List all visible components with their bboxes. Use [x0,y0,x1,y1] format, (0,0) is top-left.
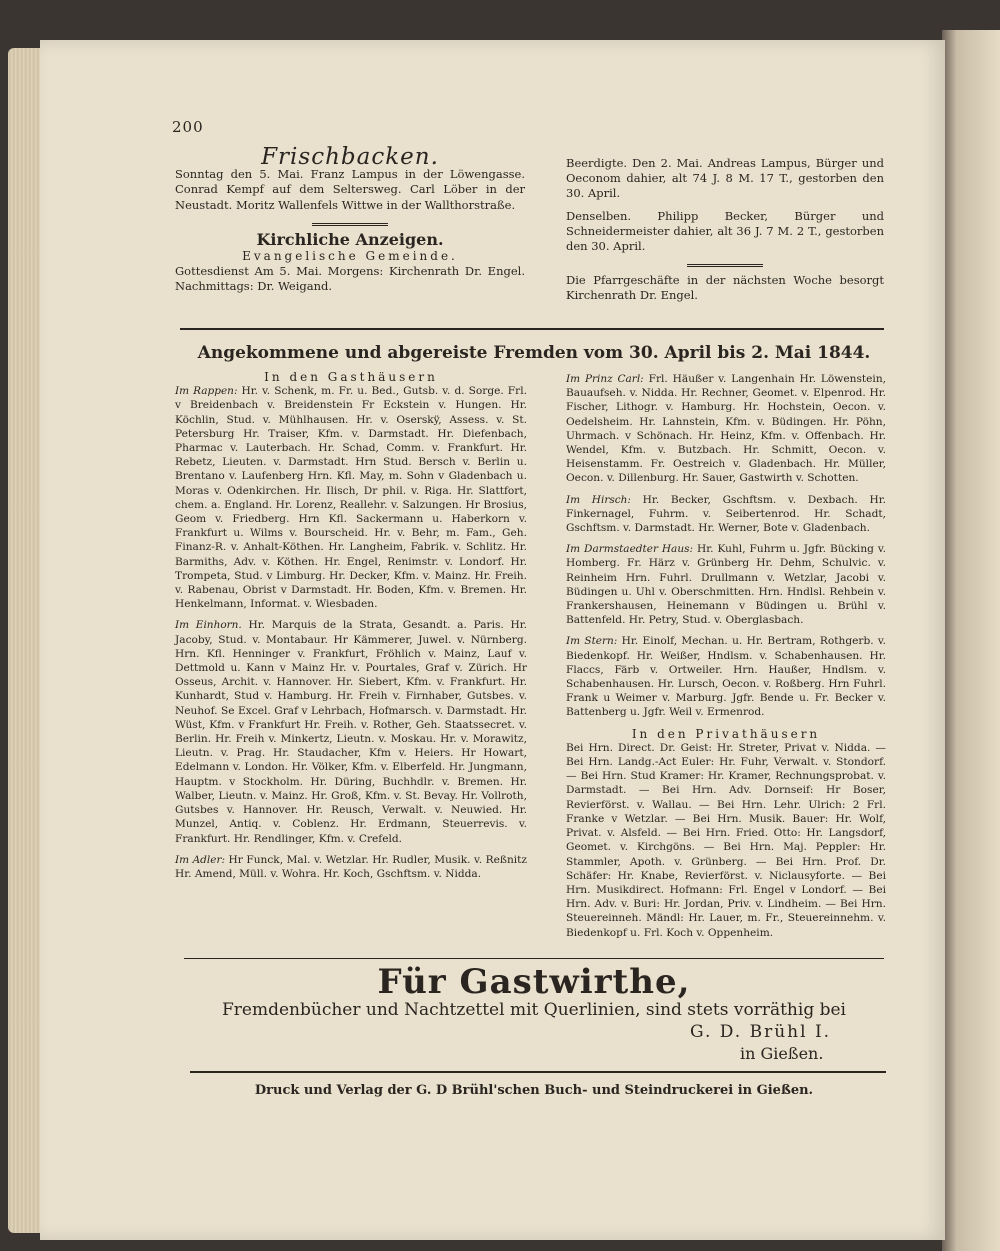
advert-title: Für Gastwirthe, [377,962,691,1002]
pfarrgeschaefte-note: Die Pfarrgeschäfte in der nächsten Woche besorgt Kirchenrath Dr. Engel. [566,273,884,303]
rappen-place: Im Rappen: [175,385,238,398]
einhorn-place: Im Einhorn. [175,619,242,632]
stern-text: Hr. Einolf, Mechan. u. Hr. Bertram, Rothgerb. v. Biedenkopf. Hr. Weißer, Hndlsm. v. Schabenhausen. Hr. Flaccs, Färb v. Ortweiler. Hrn. Haußer, Hndlsm. v. Schabenhausen. Hr. Lursch, Oecon. v. Roßberg. Hrn Fuhrl. Frank u Weimer v. Marburg. Jgfr. Bende u. Fr. Becker v. Battenberg u. Jgfr. Weil v. Ermenrod. [566,635,887,719]
beerdigte-entry: Beerdigte. Den 2. Mai. Andreas Lampus, Bürger und Oeconom dahier, alt 74 J. 8 M. 17 T., gestorben den 30. April. [566,156,884,201]
advert-signature-name: G. D. Brühl I. [690,1022,832,1042]
rappen-text: Hr. v. Schenk, m. Fr. u. Bed., Gutsb. v. d. Sorge. Frl. v Breidenbach v. Breidenstein Fr Eckstein v. Hungen. Hr. Köchlin, Stud. v. Mühlhausen. Hr. v. Oserskÿ, Assess. v. St. Petersburg Hr. Traiser, Kfm. v. Darmstadt. Hr. Diefenbach, Pharmac v. Lauterbach. Hr. Schad, Comm. v. Frankfurt. Hr. Rebetz, Lieuten. v. Darmstadt. Hrn Stud. Bersch v. Berlin u. Brentano v. Laufenberg Hrn. Kfl. May, m. Sohn v Gladenbach u. Moras v. Odenkirchen. Hr. Ilisch, Dr phil. v. Riga. Hr. Slattfort, chem. a. England. Hr. Lorenz, Reallehr. v. Salzungen. Hr Brosius, Geom v. Friedberg. Hrn Kfl. Sackermann u. Haberkorn v. Frankfurt u. Wilms v. Bourscheid. Hr. v. Behr, m. Fam., Geh. Finanz-R. v. Anhalt-Köthen. Hr. Langheim, Fabrik. v. Schlitz. Hr. Barmiths, Adv. v. Köthen. Hr. Engel, Renimstr. v. Londorf. Hr. Trompeta, Stud. v Limburg. Hr. Decker, Kfm. v. Mainz. Hr. Freih. v. Rabenau, Obrist v Darmstadt. Hr. Boden, Kfm. v. Bremen. Hr. Henkelmann, Informat. v. Wiesbaden. [175,385,527,611]
prinz-carl-place: Im Prinz Carl: [566,373,644,385]
prinz-carl-text: Frl. Häußer v. Langenhain Hr. Löwenstein, Bauaufseh. v. Nidda. Hr. Rechner, Geomet. v. Elpenrod. Hr. Fischer, Lithogr. v. Hamburg. Hr. Hochstein, Oecon. v. Oedelsheim. Hr. Lahnstein, Kfm. v. Büdingen. Hr. Pöhn, Uhrmach. v Schönach. Hr. Heinz, Kfm. v. Offenbach. Hr. Wendel, Kfm. v. Butzbach. Hr. Schmitt, Oecon. v. Heisenstamm. Fr. Oestreich v. Gladenbach. Hr. Müller, Oecon. v. Dillenburg. Hr. Sauer, Gastwirth v. Schotten. [566,373,887,485]
einhorn-text: Hr. Marquis de la Strata, Gesandt. a. Paris. Hr. Jacoby, Stud. v. Montabaur. Hr Kämmerer, Juwel. v. Nürnberg. Hrn. Kfl. Henninger v. Frankfurt, Fröhlich v. Mainz, Lauf v. Dettmold u. Kann v Mainz Hr. v. Pourtales, Graf v. Zürich. Hr Osseus, Archit. v. Hannover. Hr. Siebert, Kfm. v. Frankfurt. Hr. Kunhardt, Stud v. Hamburg. Hr. Freih v. Firnhaber, Gutsbes. v. Neuhof. Se Excel. Graf v Lehrbach, Hofmarsch. v. Darmstadt. Hr. Wüst, Kfm. v Frankfurt Hr. Freih. v. Rother, Geh. Staatssecret. v. Berlin. Hr. Freih v. Minkertz, Lieutn. v. Moskau. Hr. v. Morawitz, Lieutn. v. Prag. Hr. Staudacher, Kfm v. Heiers. Hr Howart, Edelmann v. London. Hr. Völker, Kfm. v. Elberfeld. Hr. Jungmann, Hauptm. v Stockholm. Hr. Düring, Buchhdlr. v. Bremen. Hr. Walber, Lieutn. v. Mainz. Hr. Groß, Kfm. v. St. Bevay. Hr. Vollroth, Gutsbes v. Hannover. Hr. Reusch, Verwalt. v. Neuwied. Hr. Munzel, Antiq. v. Coblenz. Hr. Erdmann, Steuerrevis. v. Frankfurt. Hr. Rendlinger, Kfm. v. Crefeld. [175,619,528,845]
darmstaedter-haus-text: Hr. Kuhl, Fuhrm u. Jgfr. Bücking v. Homberg. Fr. Härz v. Grünberg Hr. Dehm, Schulvic. v. Reinheim Hrn. Fuhrl. Drullmann v. Wetzlar, Jacobi v. Büdingen u. Uhl v. Oberschmitten. Hrn. Hndlsl. Rehbein v. Frankershausen, Heinemann v Büdingen u. Brühl v. Battenfeld. Hr. Petry, Stud. v. Oberglasbach. [566,543,886,627]
stern-place: Im Stern: [566,635,618,648]
page-number: 200 [172,118,204,136]
fremden-title: Angekommene und abgereiste Fremden vom 30. April bis 2. Mai 1844. [197,343,871,363]
adler-text: Hr Funck, Mal. v. Wetzlar. Hr. Rudler, Musik. v. Reßnitz Hr. Amend, Müll. v. Wohra. Hr. Koch, Gschftsm. v. Nidda. [175,853,527,880]
frischbacken-heading: Frischbacken. [261,144,439,170]
advert-line: Fremdenbücher und Nachtzettel mit Querlinien, sind stets vorräthig bei [222,1000,846,1020]
hirsch-place: Im Hirsch: [566,493,631,506]
right-top-column [566,156,884,304]
evangelische-subheading: Evangelische Gemeinde. [242,249,458,264]
section-divider [312,223,388,226]
denselben-entry: Denselben. Philipp Becker, Bürger und Schneidermeister dahier, alt 36 J. 7 M. 2 T., gestorben den 30. April. [566,208,884,254]
hirsch-text: Hr. Becker, Gschftsm. v. Dexbach. Hr. Finkernagel, Fuhrm. v. Seibertenrod. Hr. Schadt, Gschftsm. v. Darmstadt. Hr. Werner, Bote v. Gladenbach. [566,493,887,535]
privat-text: Bei Hrn. Direct. Dr. Geist: Hr. Streter, Privat v. Nidda. — Bei Hrn. Landg.-Act Euler: Hr. Fuhr, Verwalt. v. Stondorf. — Bei Hrn. Stud Kramer: Hr. Kramer, Rechnungsprobat. v. Darmstadt. — Bei Hrn. Adv. Dornseif: Hr Boser, Revierförst. v. Wallau. — Bei Hrn. Lehr. Ulrich: 2 Frl. Franke v Wetzlar. — Bei Hrn. Musik. Bauer: Hr. Wolf, Privat. v. Alsfeld. — Bei Hrn. Fried. Otto: Hr. Langsdorf, Geomet. v. Kirchgöns. — Bei Hrn. Maj. Peppler: Hr. Stammler, Apoth. v. Grünberg. — Bei Hrn. Prof. Dr. Schäfer: Hr. Knabe, Revierförst. v. Niclausyforte. — Bei Hrn. Musikdirect. Hofmann: Frl. Engel v Londorf. — Bei Hrn. Adv. v. Buri: Hr. Jordan, Priv. v. Lindheim. — Bei Hrn. Steuereinneh. Mändl: Hr. Lauer, m. Fr., Steuereinnehm. v. Biedenkopf u. Frl. Koch v. Oppenheim. [566,741,886,939]
facing-page-edge [942,30,1000,1251]
adler-place: Im Adler: [175,853,226,866]
kirchliche-heading: Kirchliche Anzeigen. [256,229,444,249]
left-top-column [175,144,525,295]
gottesdienst-text: Gottesdienst Am 5. Mai. Morgens: Kirchenrath Dr. Engel. Nachmittags: Dr. Weigand. [175,264,525,294]
right-fremden-column [566,372,886,940]
rule-advert [184,958,884,959]
gasthaeuser-heading: In den Gasthäusern [264,370,438,384]
section-divider [687,264,763,267]
advert-signature-place: in Gießen. [740,1044,824,1063]
rule-footer [190,1071,886,1073]
darmstaedter-haus-place: Im Darmstaedter Haus: [566,543,694,556]
privat-heading: In den Privathäusern [631,726,821,741]
frischbacken-text: Sonntag den 5. Mai. Franz Lampus in der Löwengasse. Conrad Kempf auf dem Seltersweg. Carl Löber in der Neustadt. Moritz Wallenfels Wittwe in der Wallthorstraße. [175,167,525,212]
rule-top [180,328,884,330]
imprint-footer: Druck und Verlag der G. D Brühl'schen Buch- und Steindruckerei in Gießen. [254,1083,814,1098]
left-fremden-column [175,370,527,881]
